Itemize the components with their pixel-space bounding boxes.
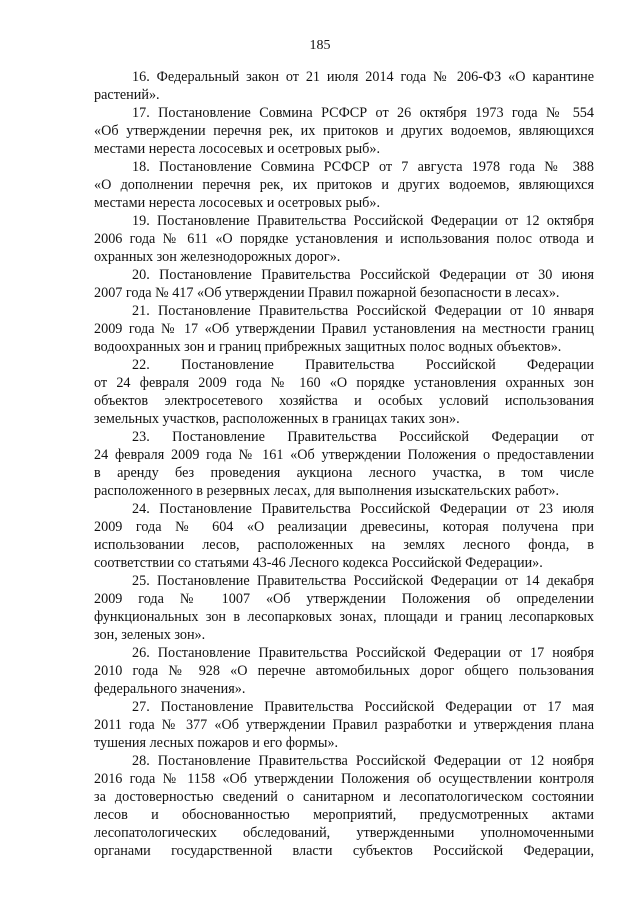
text-line: 2016 года № 1158 «Об утверждении Положения об осуществлении контроля [94, 771, 594, 787]
text-line: 2011 года № 377 «Об утверждении Правил разработки и утверждения плана [94, 717, 594, 733]
text-line: «О дополнении перечня рек, их притоков и других водоемов, являющихся [94, 177, 594, 193]
text-line: местами нереста лососевых и осетровых рыб». [94, 141, 381, 157]
text-line: 26. Постановление Правительства Российской Федерации от 17 ноября [132, 645, 594, 661]
text-line: за достоверностью сведений о санитарном и лесопатологическом состоянии [94, 789, 594, 805]
text-line: 24 февраля 2009 года № 161 «Об утверждении Положения о предоставлении [94, 447, 594, 463]
text-line: лесов и обоснованностью мероприятий, предусмотренных актами [94, 807, 594, 823]
text-line: местами нереста лососевых и осетровых рыб». [94, 195, 381, 211]
text-line: 27. Постановление Правительства Российской Федерации от 17 мая [132, 699, 594, 715]
text-line: федерального значения». [94, 681, 246, 697]
text-line: соответствии со статьями 43-46 Лесного кодекса Российской Федерации». [94, 555, 543, 571]
text-line: охранных зон железнодорожных дорог». [94, 249, 341, 265]
text-line: лесопатологических обследований, утвержденными уполномоченными [94, 825, 594, 841]
text-line: от 24 февраля 2009 года № 160 «О порядке установления охранных зон [94, 375, 594, 391]
text-line: 18. Постановление Совмина РСФСР от 7 августа 1978 года № 388 [132, 159, 594, 175]
text-line: расположенного в резервных лесах, для выполнения изыскательских работ». [94, 483, 560, 499]
text-line: в аренду без проведения аукциона лесного участка, в том числе [94, 465, 594, 481]
text-line: тушения лесных пожаров и его формы». [94, 735, 339, 751]
text-line: 2006 года № 611 «О порядке установления и использования полос отвода и [94, 231, 594, 247]
text-line: «Об утверждении перечня рек, их притоков и других водоемов, являющихся [94, 123, 594, 139]
text-line: 24. Постановление Правительства Российской Федерации от 23 июля [132, 501, 594, 517]
text-line: органами государственной власти субъектов Российской Федерации, [94, 843, 594, 859]
text-line: 16. Федеральный закон от 21 июля 2014 года № 206-ФЗ «О карантине [132, 69, 594, 85]
text-line: 22. Постановление Правительства Российской Федерации [132, 357, 594, 373]
text-line: 21. Постановление Правительства Российской Федерации от 10 января [132, 303, 594, 319]
text-line: зон, зеленых зон». [94, 627, 206, 643]
text-line: 28. Постановление Правительства Российской Федерации от 12 ноября [132, 753, 594, 769]
text-line: водоохранных зон и границ прибрежных защитных полос водных объектов». [94, 339, 562, 355]
text-line: 2007 года № 417 «Об утверждении Правил пожарной безопасности в лесах». [94, 285, 560, 301]
text-line: 17. Постановление Совмина РСФСР от 26 октября 1973 года № 554 [132, 105, 594, 121]
text-line: 2009 года № 604 «О реализации древесины, которая получена при [94, 519, 594, 535]
text-line: 2010 года № 928 «О перечне автомобильных дорог общего пользования [94, 663, 594, 679]
text-line: растений». [94, 87, 160, 103]
text-line: земельных участков, расположенных в границах таких зон». [94, 411, 460, 427]
document-body [94, 68, 594, 860]
text-line: 2009 года № 17 «Об утверждении Правил установления на местности границ [94, 321, 594, 337]
text-line: 23. Постановление Правительства Российской Федерации от [132, 429, 594, 445]
text-line: функциональных зон в лесопарковых зонах, площади и границ лесопарковых [94, 609, 594, 625]
text-line: 20. Постановление Правительства Российской Федерации от 30 июня [132, 267, 594, 283]
text-line: 25. Постановление Правительства Российской Федерации от 14 декабря [132, 573, 594, 589]
page-number: 185 [309, 38, 331, 53]
text-line: 2009 года № 1007 «Об утверждении Положения об определении [94, 591, 594, 607]
text-line: 19. Постановление Правительства Российской Федерации от 12 октября [132, 213, 594, 229]
text-line: объектов электросетевого хозяйства и особых условий использования [94, 393, 594, 409]
text-line: использовании лесов, расположенных на землях лесного фонда, в [94, 537, 594, 553]
